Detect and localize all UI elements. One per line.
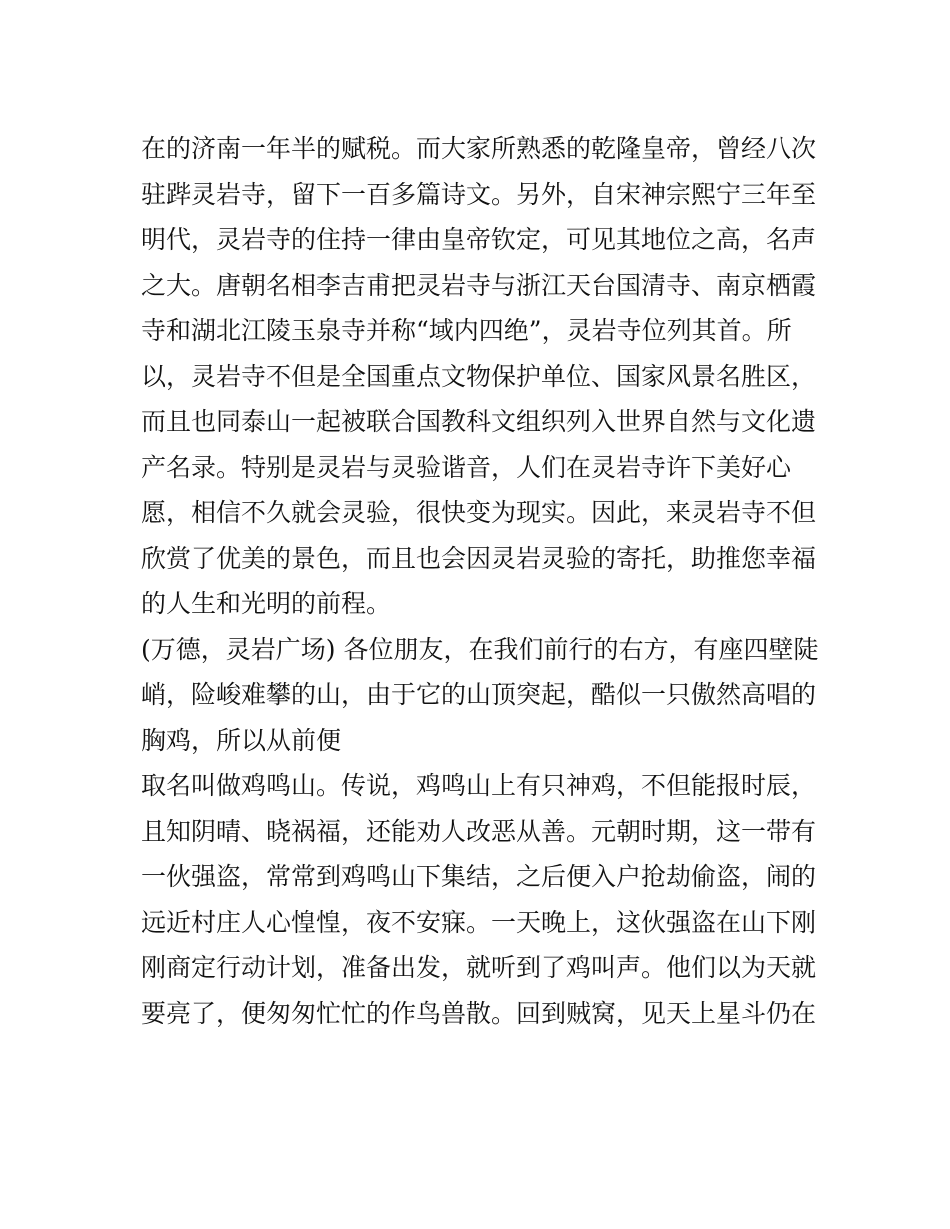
- text-line-4: 之大。唐朝名相李吉甫把灵岩寺与浙江天台国清寺、南京栖霞: [141, 270, 817, 300]
- text-line-15: 取名叫做鸡鸣山。传说，鸡鸣山上有只神鸡，不但能报时辰，: [141, 771, 817, 800]
- text-line-2: 驻跸灵岩寺，留下一百多篇诗文。另外，自宋神宗熙宁三年至: [141, 179, 817, 209]
- document-body-text: [141, 126, 821, 1036]
- text-line-1: 在的济南一年半的赋税。而大家所熟悉的乾隆皇帝，曾经八次: [141, 134, 817, 163]
- text-line-18: 远近村庄人心惶惶，夜不安寐。一天晚上，这伙强盗在山下刚: [141, 907, 817, 937]
- text-line-7: 而且也同泰山一起被联合国教科文组织列入世界自然与文化遗: [141, 407, 817, 436]
- text-line-10: 欣赏了优美的景色，而且也会因灵岩灵验的寄托，助推您幸福: [141, 543, 817, 573]
- text-line-5: 寺和湖北江陵玉泉寺并称“域内四绝”，灵岩寺位列其首。所: [141, 316, 792, 345]
- text-line-13: 峭，险峻难攀的山，由于它的山顶突起，酷似一只傲然高唱的: [141, 680, 817, 709]
- text-line-9: 愿，相信不久就会灵验，很快变为现实。因此，来灵岩寺不但: [141, 498, 817, 527]
- text-line-20: 要亮了，便匆匆忙忙的作鸟兽散。回到贼窝，见天上星斗仍在: [141, 998, 817, 1028]
- text-line-14: 胸鸡，所以从前便: [141, 725, 342, 755]
- text-line-17: 一伙强盗，常常到鸡鸣山下集结，之后便入户抢劫偷盗，闹的: [141, 862, 817, 891]
- text-line-12: (万德，灵岩广场) 各位朋友，在我们前行的右方，有座四壁陡: [141, 634, 819, 664]
- text-line-19: 刚商定行动计划，准备出发，就听到了鸡叫声。他们以为天就: [141, 953, 817, 982]
- text-line-3: 明代，灵岩寺的住持一律由皇帝钦定，可见其地位之高，名声: [141, 225, 817, 254]
- text-line-8: 产名录。特别是灵岩与灵验谐音，人们在灵岩寺许下美好心: [141, 452, 792, 482]
- text-line-6: 以，灵岩寺不但是全国重点文物保护单位、国家风景名胜区，: [141, 361, 817, 391]
- text-line-16: 且知阴晴、晓祸福，还能劝人改恶从善。元朝时期，这一带有: [141, 816, 817, 846]
- text-line-11: 的人生和光明的前程。: [141, 589, 392, 618]
